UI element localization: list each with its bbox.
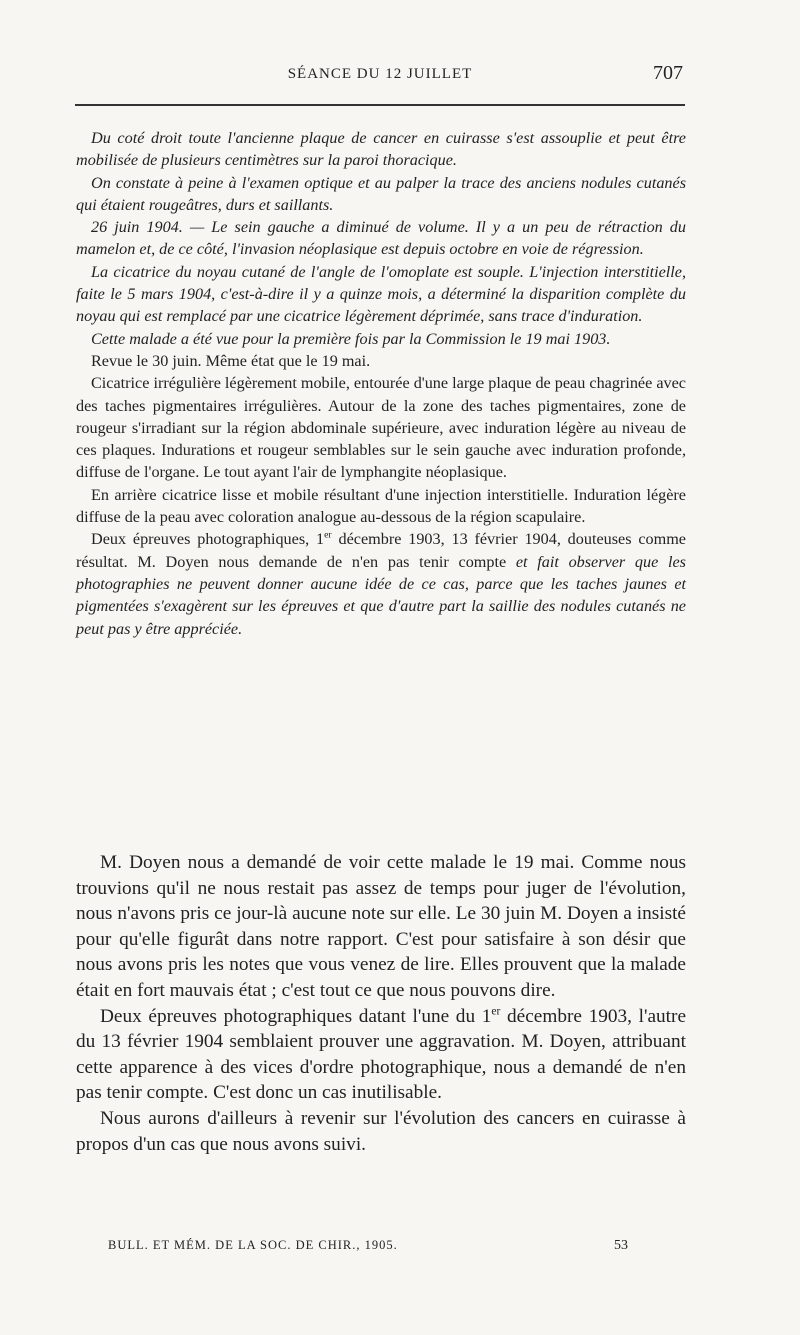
header-rule xyxy=(75,104,685,106)
note-paragraph: 26 juin 1904. — Le sein gauche a diminué de volume. Il y a un peu de rétraction du mamelon et, de ce côté, l'invasion néoplasique est depuis octobre en voie de régression. xyxy=(76,218,686,259)
note-paragraph: Cette malade a été vue pour la première fois par la Commission le 19 mai 1903. xyxy=(91,329,611,348)
body-paragraph: Nous aurons d'ailleurs à revenir sur l'évolution des cancers en cuirasse à propos d'un cas que nous avons suivi. xyxy=(76,1107,686,1155)
note-text-italic: et fait observer que les photographies ne peuvent donner aucune idée de ce cas, parce que les taches jaunes et pigmentées s'exagèrent sur les épreuves et que d'autre part la saillie des nodules cutanés ne peut pas y être appréciée. xyxy=(76,552,686,638)
body-paragraph: M. Doyen nous a demandé de voir cette malade le 19 mai. Comme nous trouvions qu'il ne nous restait pas assez de temps pour juger de l'évolution, nous n'avons pris ce jour-là aucune note sur elle. Le 30 juin M. Doyen a insisté pour qu'elle figurât dans notre rapport. C'est pour satisfaire à son désir que nous avons pris les notes que vous venez de lire. Elles prouvent que la malade était en fort mauvais état ; c'est tout ce que nous pouvons dire. xyxy=(76,852,686,1001)
page-footer xyxy=(108,1238,628,1253)
page-number: 707 xyxy=(653,62,683,84)
signature-mark: 53 xyxy=(614,1238,628,1253)
page-header xyxy=(75,62,685,96)
note-paragraph: Du coté droit toute l'ancienne plaque de cancer en cuirasse s'est assouplie et peut être mobilisée de plusieurs centimètres sur la paroi thoracique. xyxy=(76,129,686,170)
body-paragraph xyxy=(76,1004,686,1106)
note-paragraph: Cicatrice irrégulière légèrement mobile, entourée d'une large plaque de peau chagrinée avec des taches pigmentaires irrégulières. Autour de la zone des taches pigmentaires, zone de rougeur s'irradiant sur la région abdominale supérieure, avec induration légère au niveau de ces plaques. Indurations et rougeur semblables sur le sein gauche avec induration profonde, diffuse de l'organe. Le tout ayant l'air de lymphangite néoplasique. xyxy=(76,374,686,482)
note-paragraph: On constate à peine à l'examen optique et au palper la trace des anciens nodules cutanés qui étaient rougeâtres, durs et saillants. xyxy=(76,173,686,214)
note-paragraph xyxy=(76,528,686,639)
ordinal-superscript: er xyxy=(491,1004,501,1018)
note-paragraph: La cicatrice du noyau cutané de l'angle de l'omoplate est souple. L'injection interstitielle, faite le 5 mars 1904, c'est-à-dire il y a quinze mois, a déterminé la disparition complète du noyau qui est remplacé par une cicatrice légèrement déprimée, sans trace d'induration. xyxy=(76,262,686,326)
body-text: Deux épreuves photographiques datant l'une du 1 xyxy=(100,1005,492,1027)
clinical-notes xyxy=(76,127,686,640)
body-text: décembre 1903, l'autre du 13 février 1904 semblaient prouver une aggravation. M. Doyen, attribuant cette apparence à des vices d'ordre photographique, nous a demandé de n'en pas tenir compte. C'est donc un cas inutilisable. xyxy=(76,1005,687,1104)
footer-citation: BULL. ET MÉM. DE LA SOC. DE CHIR., 1905. xyxy=(108,1238,398,1252)
running-head: SÉANCE DU 12 JUILLET xyxy=(287,66,473,82)
main-text xyxy=(76,850,686,1157)
ordinal-superscript: er xyxy=(324,529,332,541)
note-text: Deux épreuves photographiques, 1 xyxy=(91,530,325,549)
note-paragraph: Revue le 30 juin. Même état que le 19 mai. xyxy=(91,351,371,370)
note-paragraph: En arrière cicatrice lisse et mobile résultant d'une injection interstitielle. Induration légère diffuse de la peau avec coloration analogue au-dessous de la région scapulaire. xyxy=(76,485,686,527)
note-text: décembre 1903, 13 février 1904, douteuses comme résultat. M. Doyen nous demande de n'en pas tenir compte xyxy=(76,530,686,571)
